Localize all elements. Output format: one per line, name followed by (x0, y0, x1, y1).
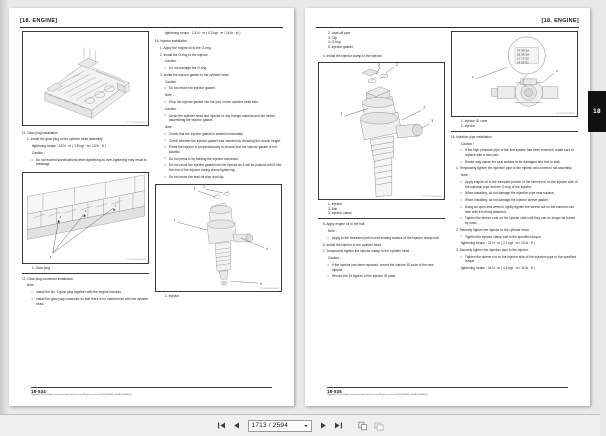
figure-code: 9Y1210994240003 (259, 287, 279, 290)
note-label-a1: Note : (328, 229, 337, 234)
clamp-part-3: 3. Injector clamp (328, 211, 352, 216)
document-page-right[interactable] (305, 8, 601, 406)
svg-text:1F 30 5A: 1F 30 5A (516, 48, 530, 53)
caution-item-3: • Clean the cylinder head and injector of any foreign material and dirt before assembling the injector gasket. (155, 114, 282, 123)
torque-spec-b1: tightening torque : 21 N · m ( 2.1 kgf · m / 16 lb · ft ) (461, 241, 535, 246)
caution-item-a2: • Record the 24 figures of the injector ID plate. (318, 274, 445, 279)
step-11-caution-item: • Do not exceed specifications when tightening as over-tightening may result in breakage. (22, 158, 149, 167)
previous-page-button[interactable] (231, 420, 242, 432)
figure-code: 9Y1210994240005 (555, 112, 575, 115)
caution-item-a1: • If the injector has been replaced, record the injector ID code of the new injector. (318, 263, 445, 272)
figure-injector-caption: 1. Injector (165, 294, 180, 299)
step-5-apply-oil: 5. Apply engine oil to the bolt. (323, 222, 366, 227)
figure-injector-clamp (318, 62, 445, 200)
svg-text:1: 1 (340, 111, 343, 116)
section-tab-18 (588, 91, 606, 132)
step-16-heading: 16. Injection pipe installation (451, 134, 492, 139)
svg-text:2: 2 (203, 184, 206, 189)
footer-page-number: 18-535 (327, 388, 342, 394)
torque-spec-top: tightening torque : 1.8 N · m ( 0.2 kgf · m / 16 lb · in ) (165, 31, 241, 35)
step-12-note-1: • Install the No. 3 glow plug together with the engine harness. (22, 290, 149, 295)
header-rule (316, 27, 579, 28)
note-item-5: • Do not press in by holding the injector connector. (155, 157, 282, 162)
caution-item-1: • Do not damage the O-ring. (155, 66, 282, 71)
svg-text:3: 3 (378, 62, 381, 67)
step-12-note-label: Note : (27, 283, 36, 288)
step-6-install-injector: 6. Install the injector to the cylinder head. (323, 242, 382, 247)
first-page-button[interactable] (216, 420, 227, 432)
svg-text:1: 1 (173, 217, 176, 222)
figure-glow-plug (22, 172, 149, 264)
svg-text:14 00 52: 14 00 52 (516, 60, 529, 65)
caution-label-3: Caution : (165, 106, 178, 111)
step-15-heading: 15. Injector installation (155, 38, 188, 43)
caution-label-1: Caution : (165, 59, 178, 64)
step-11-1: 1. Install the glow plug to the cylinder head assembly. (27, 137, 104, 142)
svg-text:1: 1 (472, 74, 474, 79)
note-item-6: • Do not reuse the injector gasket into the injector as it will be pushed until it hits the end of the injector during clamp tightening. (155, 163, 282, 172)
fit-page-button[interactable] (357, 420, 369, 432)
note-label-1: Note : (165, 93, 174, 98)
note-item-4: • Press the injector in perpendicularly to ensure that the injector gasket is not slanted. (155, 145, 282, 154)
note-label-2: Note : (165, 124, 174, 129)
figure-code: 9Y1210994240004 (422, 195, 442, 198)
step-12-note-2: • Install the glow plug connector so that there is no interference with the cylinder head. (22, 297, 149, 306)
step-15-1: 1. Apply the engine oil to the O-ring. (160, 45, 212, 50)
right-page-column-b (451, 31, 578, 386)
svg-text:2: 2 (395, 62, 398, 67)
injector-clamp-line-art (319, 63, 444, 199)
page-footer-left (31, 387, 272, 396)
note-label-b1: Note : (461, 173, 470, 178)
step-15-3: 3. Install the injector gasket to the cylinder head. (160, 72, 230, 77)
step-11-heading: 11. Glow plug installation (22, 130, 58, 135)
step-16-2-bullet: • Tighten the injector clamp bolt to the specified torque. (451, 235, 578, 240)
header-rule (20, 27, 283, 28)
fit-page-icon (358, 421, 368, 431)
viewer-toolbar (0, 414, 600, 436)
last-page-icon (334, 421, 343, 430)
page-number-input[interactable] (248, 420, 312, 432)
page-footer-right (327, 387, 568, 396)
footer-copyright: Copyright©2016 Kubota Construction Machinery Co.,Ltd. All rights reserved. (WIIYN09BSD) [001EGCoHSN10] (31, 394, 132, 396)
figure-code: 9Y1210994240001 (126, 121, 146, 124)
id-part-1: 1. Injector ID code (461, 119, 488, 124)
note-item-3: • Check whether the injector gasket was inserted by checking the nozzle height. (155, 139, 282, 144)
note-item-b5: • Tighten the sleeve nuts on the injector side until they can no longer be turned by hand. (451, 216, 578, 225)
chevron-down-icon[interactable] (304, 425, 308, 427)
clamp-part-1: 1. Injector (328, 202, 343, 207)
page-number-value: 1713 / 2594 (251, 422, 289, 429)
caution-item-2: • Do not reuse the injector gasket. (155, 86, 282, 91)
caution-label-2: Caution : (165, 79, 178, 84)
fit-width-icon (374, 421, 384, 431)
step-16-3-bullet: • Tighten the sleeve nut on the injector side of the injection pipe to the specified torque. (451, 255, 578, 264)
svg-text:3: 3 (193, 186, 196, 191)
page-gutter-shadow (0, 0, 8, 414)
right-page-column-a (318, 31, 445, 386)
footer-rule (327, 387, 568, 388)
caution-item-b2: • Reuse may cause the seal surface to be damaged and fuel to leak. (451, 160, 578, 165)
step-15-2: 2. Install the O-ring to the injector. (160, 52, 209, 57)
caution-label-b1: Caution : (461, 141, 474, 146)
injector-id-code-line-art (452, 32, 577, 116)
note-item-7: • Do not reuse the leak-off pipe and clip. (155, 175, 282, 180)
caution-label-a1: Caution : (328, 256, 341, 261)
step-12-heading: 12. Glow plug connector installation (22, 276, 74, 281)
svg-text:1: 1 (85, 208, 87, 213)
svg-text:2: 2 (423, 105, 426, 110)
step-7-temp-tighten: 7. Temporarily tighten the injector clamp to the cylinder head. (323, 249, 411, 254)
note-item-1: • Drop the injector gasket into the port on the cylinder head side. (155, 100, 282, 105)
note-item-b1: • Apply engine oil to the threaded portion of the sleeve nut on the injector side of the injection pipe and the O-ring of the injector. (451, 180, 578, 189)
svg-text:2: 2 (556, 69, 558, 74)
section-tab-label: 18 (593, 108, 601, 115)
page-header-right: [18. ENGINE] (541, 18, 579, 24)
parts-item-5: 5. Injector gasket (328, 44, 353, 49)
fit-width-button[interactable] (373, 420, 385, 432)
footer-page-number: 18-534 (31, 388, 46, 394)
figure-glow-plug-caption: 1. Glow plug (32, 265, 50, 270)
previous-page-icon (232, 421, 241, 430)
step-16-3: 3. Securely tighten the injection pipe to the injector. (456, 248, 530, 253)
note-item-b4: • Using an open-end wrench, lightly tighten the sleeve nut on the common rail side until it is firmly attached. (451, 205, 578, 214)
glow-plug-line-art (23, 173, 148, 263)
svg-text:1: 1 (114, 202, 116, 207)
svg-text:4: 4 (266, 246, 268, 251)
figure-injector (155, 184, 282, 292)
page-header-left: [18. ENGINE] (20, 18, 58, 24)
figure-cylinder-head-assembly (22, 31, 149, 126)
torque-spec-b2: tightening torque : 44 N · m ( 4.5 kgf · m / 32 lb · ft ) (461, 266, 535, 271)
svg-text:17 17 02: 17 17 02 (516, 56, 529, 61)
note-item-b3: • When installing, do not damage the injector sleeve gasket. (451, 198, 578, 203)
next-page-icon (319, 421, 328, 430)
cylinder-head-line-art (23, 32, 148, 125)
svg-text:5: 5 (260, 282, 262, 287)
next-page-button[interactable] (318, 420, 329, 432)
note-item-b2: • When installing, do not damage the injection pipe seal surface. (451, 191, 578, 196)
first-page-icon (217, 421, 226, 430)
parts-item-2: 2. Leak-off pipe (328, 31, 351, 35)
document-page-left[interactable] (9, 8, 294, 406)
injector-line-art (156, 185, 281, 291)
svg-text:3: 3 (431, 119, 434, 124)
parts-item-3: 3. Clip (328, 35, 338, 40)
id-part-2: 2. Injector (461, 123, 476, 128)
figure-injector-id-code (451, 31, 578, 117)
left-page-column-a (22, 31, 149, 386)
step-4-install-clamp: 4. Install the injector clamp to the injector. (323, 53, 383, 58)
step-16-2: 2. Securely tighten the injector to the cylinder head. (456, 227, 530, 232)
svg-text:1: 1 (49, 254, 52, 259)
footer-rule (31, 387, 272, 388)
svg-text:25 3A 2A: 25 3A 2A (516, 52, 530, 57)
step-11-caution-label: Caution : (32, 150, 45, 155)
footer-copyright: Copyright©2016 Kubota Construction Machinery Co.,Ltd. All rights reserved. (WIIYN09BSD) [001EGCoHSN10] (327, 394, 428, 396)
clamp-part-2: 2. Bolt (328, 206, 338, 211)
last-page-button[interactable] (333, 420, 344, 432)
step-11-torque: tightening torque : 18 N · m ( 1.8 kgf · m / 13 lb · ft ) (32, 144, 106, 149)
step-16-1: 1. Temporarily tighten the injection pipe to the injector and common rail assembly. (456, 166, 573, 171)
left-page-column-b (155, 31, 282, 386)
svg-text:1: 1 (59, 214, 62, 219)
caution-item-b1: • If the high pressure pipe of the fuel system has been removed, make sure to replace with a new part. (451, 148, 578, 157)
parts-item-4: 4. O-ring (328, 40, 341, 45)
figure-code: 9Y1210994240002 (126, 259, 146, 262)
note-item-2: • Check that the injector gasket is seated horizontally. (155, 132, 282, 137)
note-item-a1: • Apply to the threaded portion and seating surface of the injector clamp bolt. (318, 236, 445, 241)
